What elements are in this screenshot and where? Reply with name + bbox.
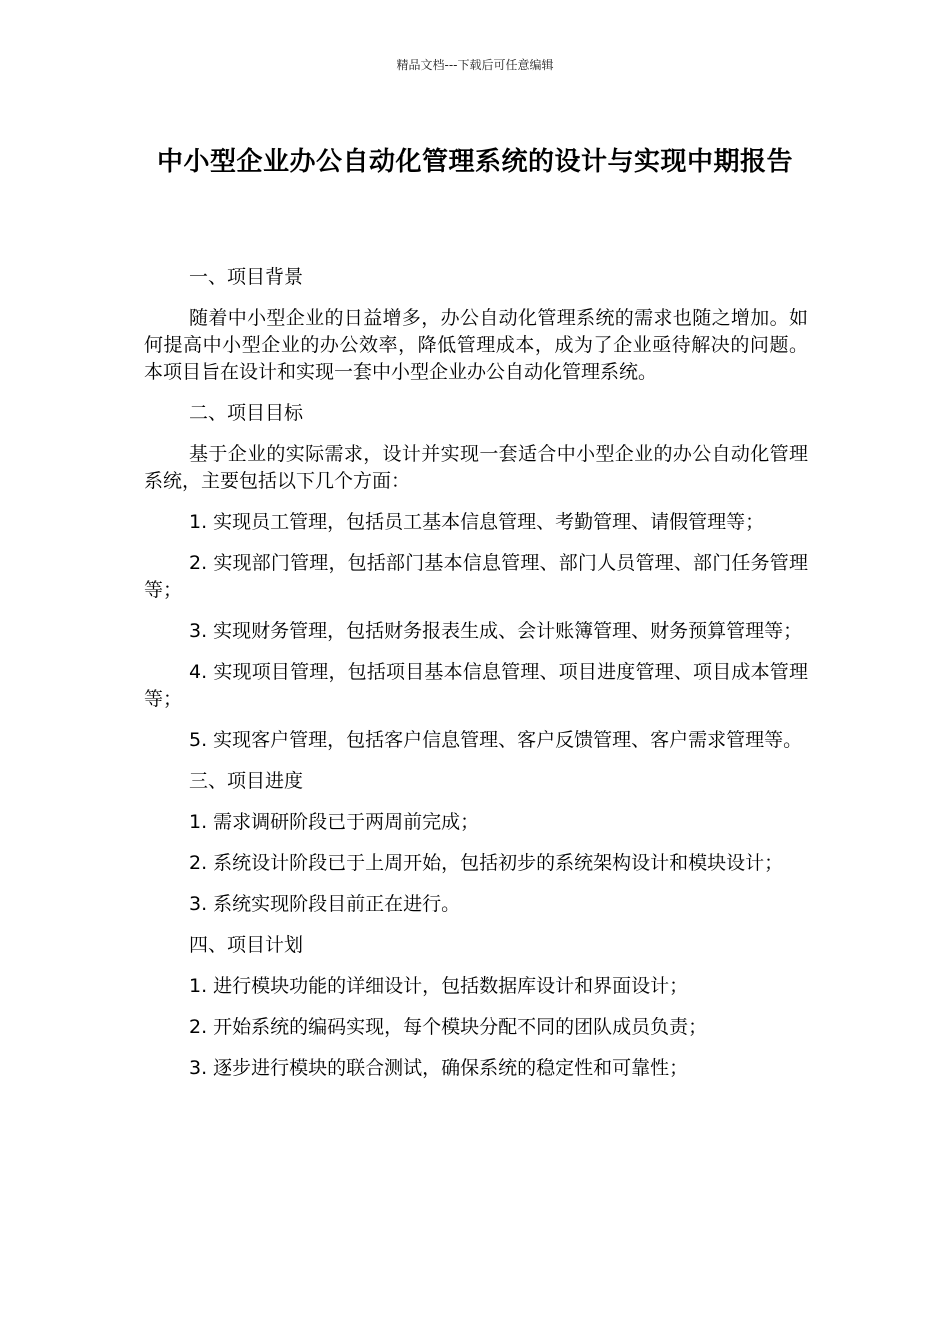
goal-item: 5. 实现客户管理，包括客户信息管理、客户反馈管理、客户需求管理等。 [189, 729, 803, 751]
section-heading-goals: 二、项目目标 [189, 402, 304, 424]
goals-intro-paragraph: 基于企业的实际需求，设计并实现一套适合中小型企业的办公自动化管理系统，主要包括以下几个方面： [144, 443, 808, 492]
plan-item: 2. 开始系统的编码实现，每个模块分配不同的团队成员负责； [189, 1016, 708, 1038]
section-heading-background: 一、项目背景 [189, 266, 304, 288]
goal-item: 1. 实现员工管理，包括员工基本信息管理、考勤管理、请假管理等； [189, 511, 765, 533]
plan-item: 1. 进行模块功能的详细设计，包括数据库设计和界面设计； [189, 975, 689, 997]
goal-item: 3. 实现财务管理，包括财务报表生成、会计账簿管理、财务预算管理等； [189, 620, 803, 642]
progress-item: 3. 系统实现阶段目前正在进行。 [189, 893, 461, 915]
progress-item: 1. 需求调研阶段已于两周前完成； [189, 811, 480, 833]
page-header-note: 精品文档---下载后可任意编辑 [396, 58, 554, 72]
goal-item: 2. 实现部门管理，包括部门基本信息管理、部门人员管理、部门任务管理等； [144, 552, 808, 601]
progress-item: 2. 系统设计阶段已于上周开始，包括初步的系统架构设计和模块设计； [189, 852, 784, 874]
goal-item: 4. 实现项目管理，包括项目基本信息管理、项目进度管理、项目成本管理等； [144, 661, 808, 710]
plan-item: 3. 逐步进行模块的联合测试，确保系统的稳定性和可靠性； [189, 1057, 689, 1079]
document-body [144, 264, 808, 1096]
background-paragraph: 随着中小型企业的日益增多，办公自动化管理系统的需求也随之增加。如何提高中小型企业的办公效率，降低管理成本，成为了企业亟待解决的问题。本项目旨在设计和实现一套中小型企业办公自动化管理系统。 [144, 307, 808, 383]
section-heading-plan: 四、项目计划 [189, 934, 304, 956]
section-heading-progress: 三、项目进度 [189, 770, 304, 792]
document-title: 中小型企业办公自动化管理系统的设计与实现中期报告 [156, 147, 793, 177]
